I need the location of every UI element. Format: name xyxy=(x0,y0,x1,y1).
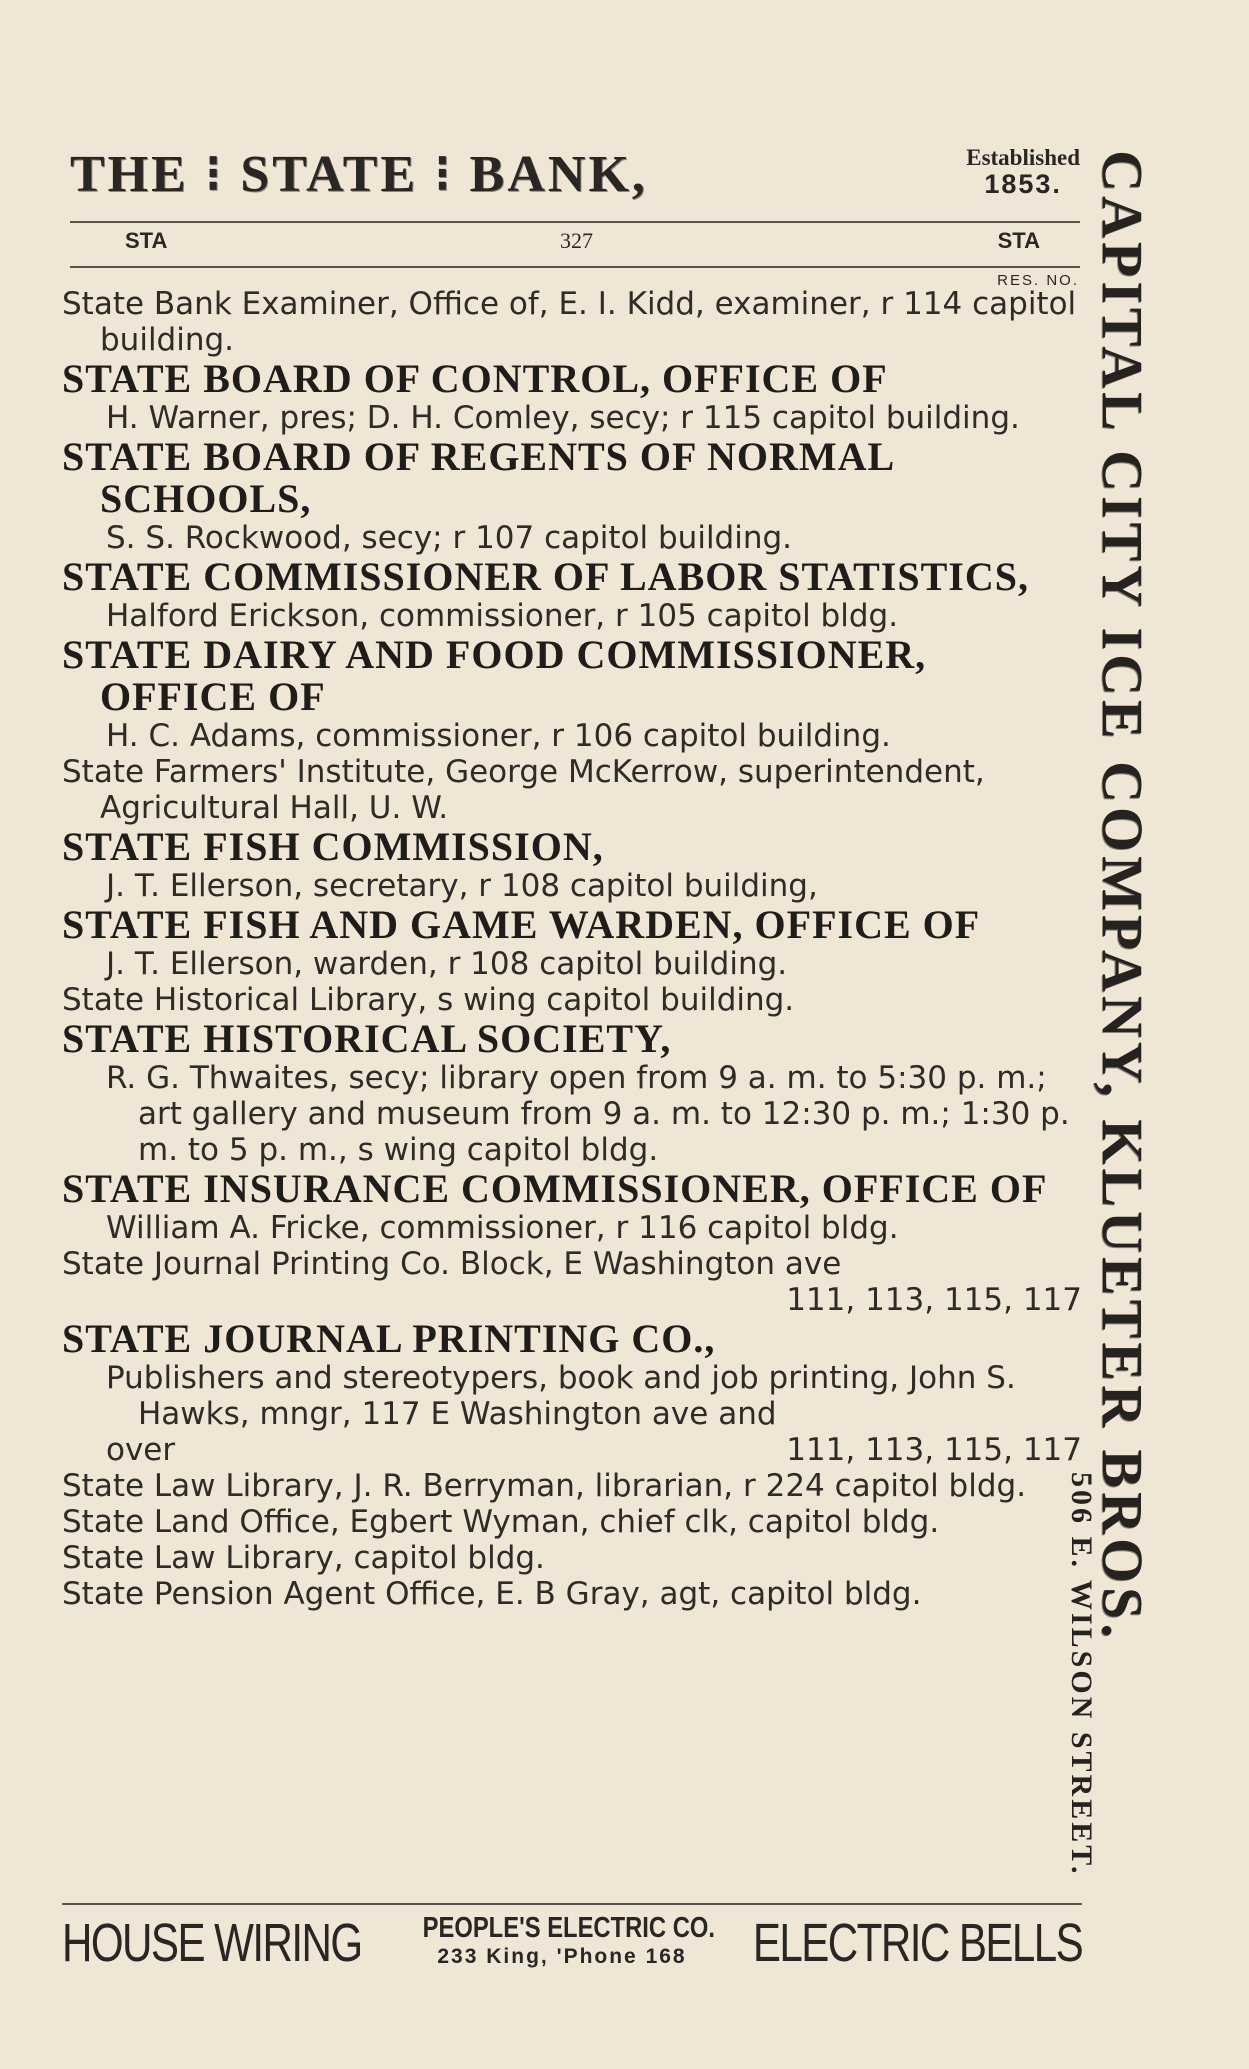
electric-company-name: PEOPLE'S ELECTRIC CO. xyxy=(422,1912,715,1944)
ice-company-address: 506 E. WILSON STREET. xyxy=(1065,1472,1098,1877)
list-item xyxy=(62,826,1082,904)
established-note xyxy=(966,146,1080,198)
entry-heading: STATE FISH AND GAME WARDEN, OFFICE OF xyxy=(62,902,981,947)
list-item xyxy=(62,1318,1082,1468)
list-item xyxy=(62,556,1082,634)
entry-detail: Publishers and stereotypers, book and job printing, John S. Hawks, mngr, 117 E Washington ave and xyxy=(106,1360,1016,1432)
entry-text: State Law Library, J. R. Berryman, librarian, r 224 capitol bldg. xyxy=(62,1468,1027,1504)
list-item xyxy=(62,1468,1082,1504)
running-header xyxy=(70,224,1080,260)
ice-company-advertisement xyxy=(1065,150,1174,1970)
header-rule-top xyxy=(70,221,1080,223)
res-no-label: RES. NO. xyxy=(997,272,1079,289)
list-item xyxy=(62,1246,1082,1318)
entry-heading: STATE BOARD OF REGENTS OF NORMAL SCHOOLS, xyxy=(62,434,893,521)
entry-detail: H. C. Adams, commissioner, r 106 capitol building. xyxy=(106,718,891,754)
footer-rule xyxy=(62,1903,1082,1905)
entry-text: State Pension Agent Office, E. B Gray, agt, capitol bldg. xyxy=(62,1576,922,1612)
list-item xyxy=(62,634,1082,754)
electric-advertisement xyxy=(62,1908,1082,1978)
electric-bells-text: ELECTRIC BELLS xyxy=(752,1913,1082,1973)
entry-detail: J. T. Ellerson, warden, r 108 capitol building. xyxy=(106,946,788,982)
bank-name: THE ⁝ STATE ⁝ BANK, xyxy=(70,146,648,203)
entry-detail-last: over xyxy=(106,1432,176,1468)
entry-detail: H. Warner, pres; D. H. Comley, secy; r 115 capitol building. xyxy=(106,400,1020,436)
list-item xyxy=(62,904,1082,982)
entry-heading: STATE HISTORICAL SOCIETY, xyxy=(62,1016,672,1061)
entry-detail: R. G. Thwaites, secy; library open from 9 a. m. to 5:30 p. m.; art gallery and museum from 9 a. m. to 12:30 p. m.; 1:30 p. m. to 5 p. m., s wing capitol bldg. xyxy=(106,1060,1070,1168)
entry-text: State Law Library, capitol bldg. xyxy=(62,1540,545,1576)
entry-heading: STATE INSURANCE COMMISSIONER, OFFICE OF xyxy=(62,1166,1048,1211)
list-item xyxy=(62,1168,1082,1246)
entry-text: State Historical Library, s wing capitol building. xyxy=(62,982,795,1018)
list-item xyxy=(62,436,1082,556)
running-header-right: STA xyxy=(997,228,1040,253)
ice-company-name: CAPITAL CITY ICE COMPANY, KLUETER BROS. xyxy=(1090,150,1155,1642)
list-item xyxy=(62,1018,1082,1168)
entry-heading: STATE FISH COMMISSION, xyxy=(62,824,604,869)
entry-address-numbers: 111, 113, 115, 117 xyxy=(786,1282,1082,1318)
directory-listings xyxy=(62,286,1082,1612)
entry-detail: Halford Erickson, commissioner, r 105 capitol bldg. xyxy=(106,598,899,634)
entry-heading: STATE JOURNAL PRINTING CO., xyxy=(62,1316,716,1361)
house-wiring-text: HOUSE WIRING xyxy=(62,1913,362,1973)
electric-company-address: 233 King, 'Phone 168 xyxy=(437,1945,687,1968)
list-item xyxy=(62,358,1082,436)
entry-text: State Land Office, Egbert Wyman, chief clk, capitol bldg. xyxy=(62,1504,940,1540)
entry-text: State Bank Examiner, Office of, E. I. Kidd, examiner, r 114 capitol building. xyxy=(62,286,1077,358)
entry-heading: STATE DAIRY AND FOOD COMMISSIONER, OFFICE OF xyxy=(62,632,927,719)
running-header-left: STA xyxy=(125,228,168,253)
entry-detail: William A. Fricke, commissioner, r 116 capitol bldg. xyxy=(106,1210,899,1246)
list-item xyxy=(62,754,1082,826)
header-rule-bottom xyxy=(70,266,1080,268)
page-number: 327 xyxy=(560,228,593,253)
entry-text: State Journal Printing Co. Block, E Washington ave xyxy=(62,1246,842,1282)
list-item xyxy=(62,1576,1082,1612)
list-item xyxy=(62,286,1082,358)
entry-address-numbers: 111, 113, 115, 117 xyxy=(786,1432,1082,1468)
entry-detail: S. S. Rockwood, secy; r 107 capitol building. xyxy=(106,520,793,556)
electric-company-block xyxy=(392,1912,732,1969)
entry-detail-row xyxy=(62,1432,1082,1468)
list-item xyxy=(62,1504,1082,1540)
entry-heading: STATE BOARD OF CONTROL, OFFICE OF xyxy=(62,356,888,401)
entry-detail: J. T. Ellerson, secretary, r 108 capitol building, xyxy=(106,868,818,904)
established-year: 1853. xyxy=(984,169,1062,200)
list-item xyxy=(62,1540,1082,1576)
entry-heading: STATE COMMISSIONER OF LABOR STATISTICS, xyxy=(62,554,1029,599)
established-label: Established xyxy=(966,145,1080,170)
list-item xyxy=(62,982,1082,1018)
bank-advertisement xyxy=(70,140,1080,220)
entry-text: State Farmers' Institute, George McKerrow, superintendent, Agricultural Hall, U. W. xyxy=(62,754,985,826)
